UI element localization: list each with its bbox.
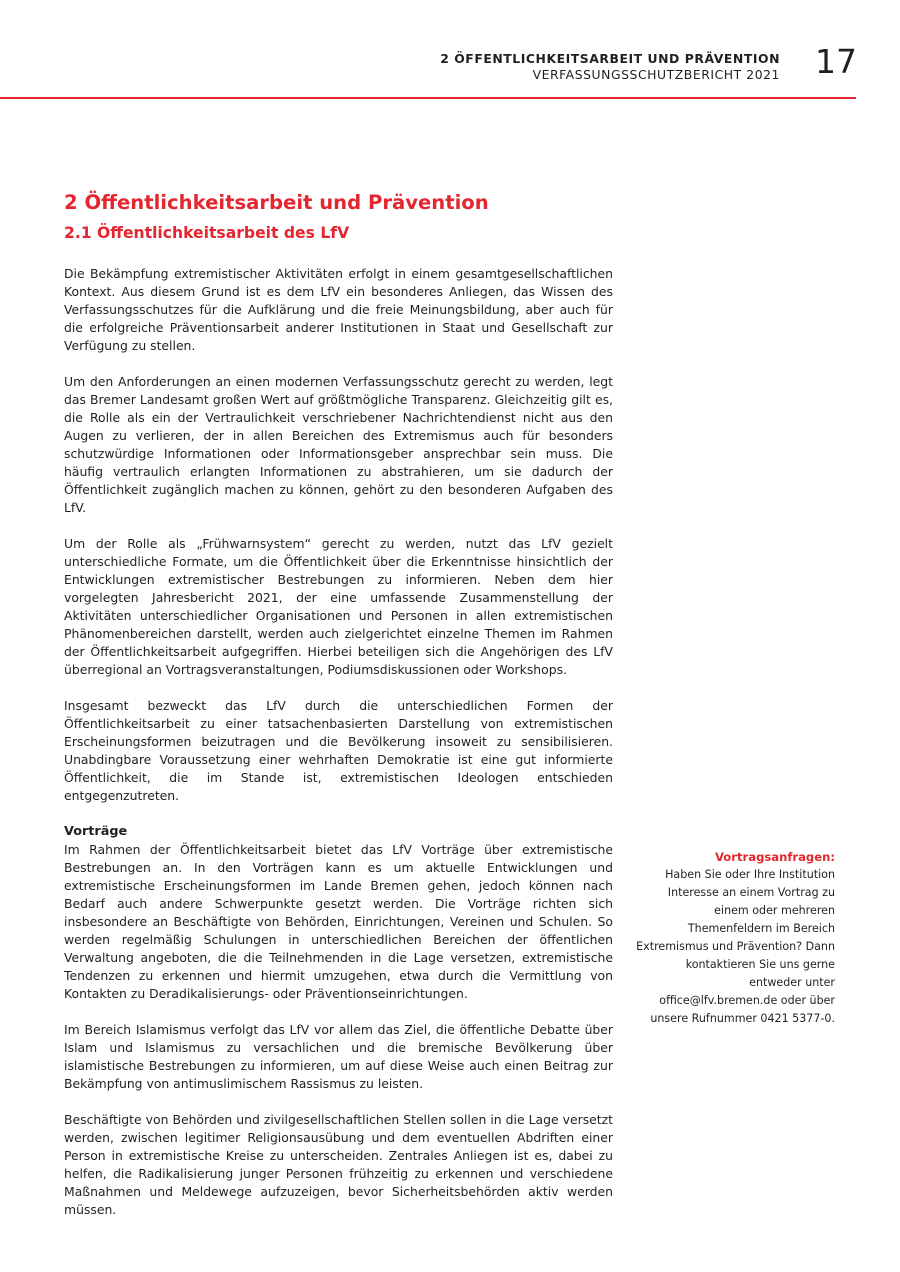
paragraph: Um der Rolle als „Frühwarnsystem“ gerecht zu werden, nutzt das LfV gezielt unterschiedliche Formate, um die Öffentlichkeit über die Erkenntnisse hinsichtlich der Entwicklungen extremistischer Bestrebungen zu informieren. Neben dem hier vorgelegten Jahresbericht 2021, der eine umfassende Zusammenstellung der Aktivitäten unterschiedlicher Organisationen und Personen in allen extremistischen Phänomenbereichen darstellt, werden auch zielgerichtet einzelne Themen im Rahmen der Öffentlichkeitsarbeit aufgegriffen. Hierbei beteiligen sich die Angehörigen des LfV überregional an Vortragsveranstaltungen, Podiumsdiskussionen oder Workshops. xyxy=(64,536,613,677)
sidebar-title: Vortragsanfragen: xyxy=(714,850,835,864)
vortraege-heading: Vorträge xyxy=(64,824,128,839)
page-header xyxy=(0,0,900,100)
section-heading: 2.1 Öffentlichkeitsarbeit des LfV xyxy=(64,224,350,242)
sidebar-note xyxy=(634,848,835,1028)
paragraph: Um den Anforderungen an einen modernen Verfassungsschutz gerecht zu werden, legt das Bremer Landesamt großen Wert auf größtmögliche Transparenz. Gleichzeitig gilt es, die Rolle als ein der Vertraulichkeit verschriebener Nachrichtendienst nicht aus den Augen zu verlieren, der in allen Bereichen des Extremismus auch für besonders schutzwürdige Informationen oder Informationsgeber ansprechbar sein muss. Die häufig vertraulich erlangten Informationen zu abstrahieren, um sie dadurch der Öffentlichkeit zugänglich machen zu können, gehört zu den besonderen Aufgaben des LfV. xyxy=(64,374,613,515)
paragraph: Beschäftigte von Behörden und zivilgesellschaftlichen Stellen sollen in die Lage versetzt werden, zwischen legitimer Religionsausübung und dem eventuellen Abdriften einer Person in extremistische Kreise zu unterscheiden. Zentrales Anliegen ist es, dabei zu helfen, die Radikalisierung junger Personen frühzeitig zu erkennen und verschiedene Maßnahmen und Meldewege aufzuzeigen, bevor Sicherheitsbehörden aktiv werden müssen. xyxy=(64,1112,613,1217)
paragraph: Insgesamt bezweckt das LfV durch die unterschiedlichen Formen der Öffentlichkeitsarbeit zu einer tatsachenbasierten Darstellung von extremistischen Erscheinungsformen beizutragen und die Bevölkerung insoweit zu sensibilisieren. Unabdingbare Voraussetzung einer wehrhaften Demokratie ist eine gut informierte Öffentlichkeit, die im Stande ist, extremistischen Ideologen entschieden entgegenzutreten. xyxy=(64,698,613,803)
paragraph: Im Rahmen der Öffentlichkeitsarbeit bietet das LfV Vorträge über extremistische Bestrebungen an. In den Vorträgen kann es um aktuelle Entwicklungen und extremistische Erscheinungsformen im Lande Bremen gehen, jedoch können nach Bedarf auch andere Schwerpunkte gesetzt werden. Die Vorträge richten sich insbesondere an Beschäftigte von Behörden, Einrichtungen, Vereinen und Schulen. So werden regelmäßig Schulungen in unterschiedlichen Bereichen der öffentlichen Verwaltung angeboten, die die Teilnehmenden in die Lage versetzen, extremistische Tendenzen zu erkennen und hiermit umzugehen, etwa durch die Vermittlung von Kontakten zu Deradikalisierungs- oder Präventionseinrichtungen. xyxy=(64,842,613,1001)
header-divider xyxy=(0,97,856,99)
running-header-report: VERFASSUNGSSCHUTZBERICHT 2021 xyxy=(532,67,780,82)
paragraph: Im Bereich Islamismus verfolgt das LfV vor allem das Ziel, die öffentliche Debatte über Islam und Islamismus zu versachlichen und die bremische Bevölkerung über islamistische Bestrebungen zu informieren, um auf diese Weise auch einen Beitrag zur Bekämpfung von antimuslimischem Rassismus zu leisten. xyxy=(64,1022,613,1091)
main-content xyxy=(64,189,613,1237)
running-header-chapter: 2 ÖFFENTLICHKEITSARBEIT UND PRÄVENTION xyxy=(440,51,780,66)
body-text xyxy=(64,265,613,1219)
chapter-heading: 2 Öffentlichkeitsarbeit und Prävention xyxy=(64,191,489,214)
paragraph: Die Bekämpfung extremistischer Aktivitäten erfolgt in einem gesamtgesellschaftlichen Kontext. Aus diesem Grund ist es dem LfV ein besonderes Anliegen, das Wissen des Verfassungsschutzes für die Aufklärung und die freie Meinungsbildung, aber auch für die erfolgreiche Präventionsarbeit anderer Institutionen in Staat und Gesellschaft zur Verfügung zu stellen. xyxy=(64,266,613,353)
page-number: 17 xyxy=(815,42,857,81)
sidebar-text: Haben Sie oder Ihre Institution Interesse an einem Vortrag zu einem oder mehreren Themenfeldern im Bereich Extremismus und Prävention? Dann kontaktieren Sie uns gerne entweder unter office@lfv.bremen.de oder über unsere Rufnummer 0421 5377-0. xyxy=(636,868,835,1025)
